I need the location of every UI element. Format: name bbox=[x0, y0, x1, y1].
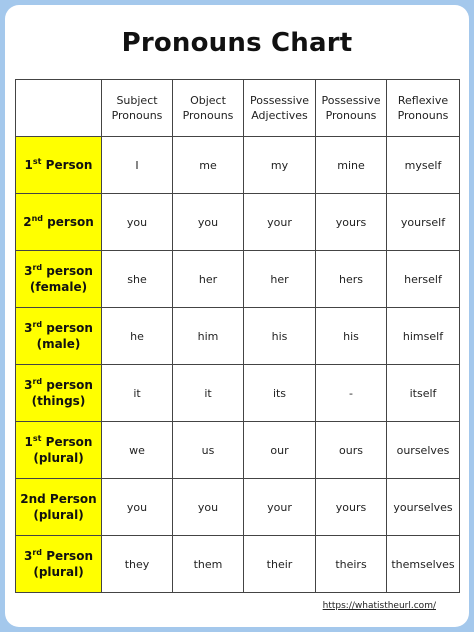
row-header-line2: (plural) bbox=[33, 565, 84, 579]
table-cell: us bbox=[173, 422, 244, 479]
row-header-cell bbox=[16, 422, 102, 479]
table-cell: they bbox=[102, 536, 173, 593]
table-cell: you bbox=[102, 479, 173, 536]
table-cell: it bbox=[102, 365, 173, 422]
row-number: 1 bbox=[24, 158, 33, 172]
header-label: Object bbox=[190, 94, 226, 107]
table-cell: its bbox=[244, 365, 316, 422]
pronouns-table bbox=[15, 79, 460, 593]
row-ordinal-suffix: rd bbox=[32, 548, 43, 557]
header-label: Reflexive bbox=[397, 94, 449, 107]
table-cell: him bbox=[173, 308, 244, 365]
row-ordinal-suffix: st bbox=[32, 157, 42, 166]
table-cell: her bbox=[173, 251, 244, 308]
header-possessive-pronouns bbox=[316, 80, 387, 137]
table-cell: my bbox=[244, 137, 316, 194]
table-cell: herself bbox=[387, 251, 460, 308]
row-person-word: person bbox=[43, 215, 94, 229]
header-label: Pronouns bbox=[325, 109, 377, 122]
row-number: 3 bbox=[24, 321, 33, 335]
row-ordinal-suffix: rd bbox=[32, 320, 43, 329]
row-person-word: person bbox=[42, 264, 93, 278]
row-header-line1 bbox=[16, 214, 101, 230]
row-header-line1 bbox=[16, 548, 101, 564]
table-cell: her bbox=[244, 251, 316, 308]
row-ordinal-suffix: rd bbox=[32, 263, 43, 272]
table-cell: his bbox=[316, 308, 387, 365]
table-cell: their bbox=[244, 536, 316, 593]
table-cell: yourself bbox=[387, 194, 460, 251]
table-cell: itself bbox=[387, 365, 460, 422]
header-label: Adjectives bbox=[251, 109, 308, 122]
row-header-line1 bbox=[16, 434, 101, 450]
header-label: Possessive bbox=[321, 94, 381, 107]
header-label: Pronouns bbox=[182, 109, 234, 122]
row-number: 2nd Person bbox=[20, 492, 97, 506]
table-cell: she bbox=[102, 251, 173, 308]
row-header-cell bbox=[16, 365, 102, 422]
header-label: Subject bbox=[116, 94, 158, 107]
header-label: Pronouns bbox=[111, 109, 163, 122]
table-cell: me bbox=[173, 137, 244, 194]
row-header-line2: (male) bbox=[36, 337, 81, 351]
table-cell: ours bbox=[316, 422, 387, 479]
table-row bbox=[16, 137, 460, 194]
header-corner-cell bbox=[16, 80, 102, 137]
table-header-row bbox=[16, 80, 460, 137]
row-header-line1 bbox=[16, 377, 101, 393]
row-header-line1 bbox=[16, 491, 101, 507]
table-cell: himself bbox=[387, 308, 460, 365]
header-reflexive-pronouns bbox=[387, 80, 460, 137]
row-header-cell bbox=[16, 251, 102, 308]
row-person-word: Person bbox=[42, 549, 93, 563]
table-cell: themselves bbox=[387, 536, 460, 593]
row-number: 2 bbox=[23, 215, 32, 229]
row-header-cell bbox=[16, 308, 102, 365]
row-ordinal-suffix: rd bbox=[32, 377, 43, 386]
row-person-word: person bbox=[42, 378, 93, 392]
header-object-pronouns bbox=[173, 80, 244, 137]
table-cell: them bbox=[173, 536, 244, 593]
row-header-line1 bbox=[16, 263, 101, 279]
row-header-line2: (things) bbox=[31, 394, 86, 408]
row-header-cell bbox=[16, 536, 102, 593]
table-row bbox=[16, 308, 460, 365]
table-cell: yours bbox=[316, 194, 387, 251]
table-cell: - bbox=[316, 365, 387, 422]
row-header-cell bbox=[16, 479, 102, 536]
table-cell: it bbox=[173, 365, 244, 422]
page-title: Pronouns Chart bbox=[121, 28, 353, 58]
table-cell: ourselves bbox=[387, 422, 460, 479]
table-cell: your bbox=[244, 479, 316, 536]
source-url-link[interactable]: https://whatistheurl.com/ bbox=[322, 601, 436, 611]
table-cell: I bbox=[102, 137, 173, 194]
row-ordinal-suffix: nd bbox=[31, 214, 43, 223]
row-person-word: Person bbox=[41, 158, 93, 172]
table-row bbox=[16, 422, 460, 479]
row-number: 1 bbox=[24, 435, 33, 449]
table-cell: theirs bbox=[316, 536, 387, 593]
header-possessive-adjectives bbox=[244, 80, 316, 137]
table-cell: yourselves bbox=[387, 479, 460, 536]
header-subject-pronouns bbox=[102, 80, 173, 137]
row-header-cell bbox=[16, 194, 102, 251]
row-person-word: Person bbox=[41, 435, 93, 449]
row-number: 3 bbox=[24, 264, 33, 278]
table-row bbox=[16, 194, 460, 251]
table-cell: he bbox=[102, 308, 173, 365]
table-cell: we bbox=[102, 422, 173, 479]
table-row bbox=[16, 536, 460, 593]
table-row bbox=[16, 479, 460, 536]
row-header-line2: (female) bbox=[29, 280, 88, 294]
table-row bbox=[16, 365, 460, 422]
header-label: Possessive bbox=[250, 94, 309, 107]
row-number: 3 bbox=[24, 549, 33, 563]
table-cell: our bbox=[244, 422, 316, 479]
header-label: Pronouns bbox=[397, 109, 449, 122]
table-cell: myself bbox=[387, 137, 460, 194]
table-cell: mine bbox=[316, 137, 387, 194]
table-cell: you bbox=[173, 479, 244, 536]
table-cell: hers bbox=[316, 251, 387, 308]
table-cell: his bbox=[244, 308, 316, 365]
row-header-line2: (plural) bbox=[33, 451, 84, 465]
row-header-line1 bbox=[16, 157, 101, 173]
table-cell: yours bbox=[316, 479, 387, 536]
row-header-line1 bbox=[16, 320, 101, 336]
row-header-cell bbox=[16, 137, 102, 194]
row-number: 3 bbox=[24, 378, 33, 392]
row-ordinal-suffix: st bbox=[32, 434, 42, 443]
row-header-line2: (plural) bbox=[33, 508, 84, 522]
table-cell: you bbox=[173, 194, 244, 251]
table-cell: you bbox=[102, 194, 173, 251]
row-person-word: person bbox=[42, 321, 93, 335]
table-cell: your bbox=[244, 194, 316, 251]
table-row bbox=[16, 251, 460, 308]
